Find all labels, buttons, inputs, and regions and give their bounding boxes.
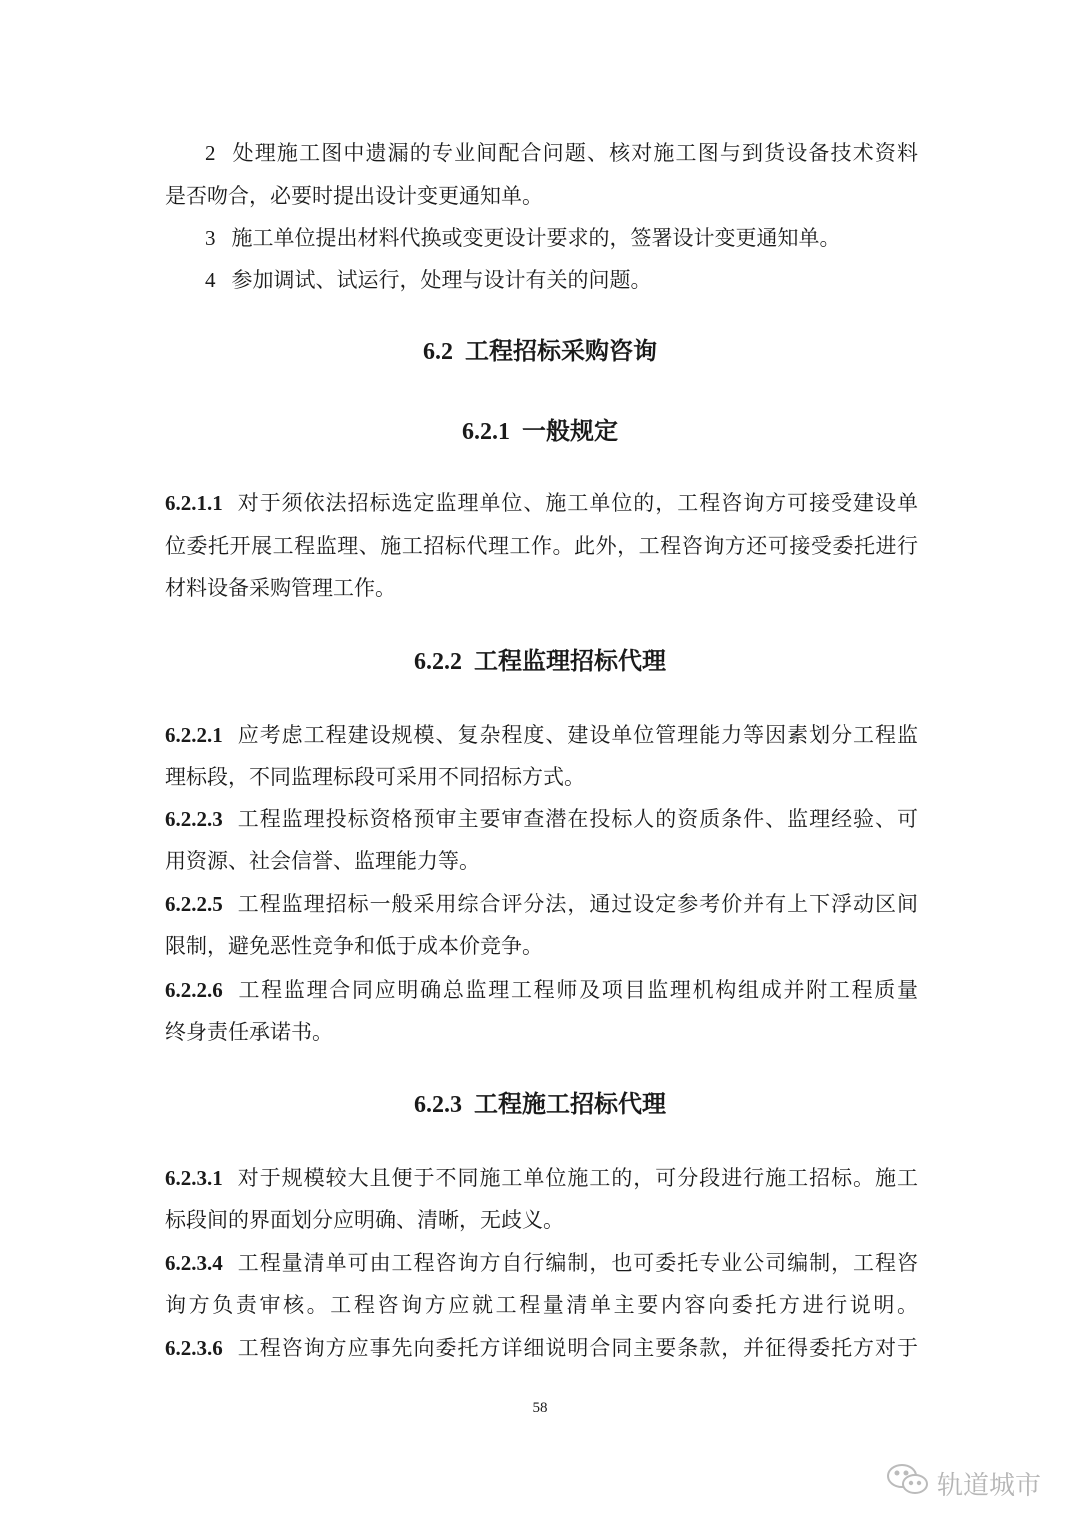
clause-6-2-1-1-line1 [165, 489, 918, 517]
page-number: 58 [532, 1400, 548, 1416]
heading-number: 6.2.1 [462, 419, 510, 445]
clause-text: 工程监理投标资格预审主要审查潜在投标人的资质条件、监理经验、可 [236, 807, 918, 831]
heading-6-2-2 [0, 647, 1080, 677]
clause-6-2-1-1-line2: 位委托开展工程监理、施工招标代理工作。此外，工程咨询方还可接受委托进行 [165, 534, 918, 558]
clause-6-2-2-5-line1 [165, 890, 918, 918]
clause-number: 6.2.2.5 [165, 892, 223, 916]
clause-6-2-2-5-line2: 限制，避免恶性竞争和低于成本价竞争。 [165, 934, 543, 958]
heading-title: 工程施工招标代理 [474, 1092, 666, 1118]
heading-number: 6.2.3 [414, 1092, 462, 1118]
clause-6-2-3-4-line2: 询方负责审核。工程咨询方应就工程量清单主要内容向委托方进行说明。 [165, 1293, 918, 1317]
clause-6-2-3-1-line1 [165, 1164, 918, 1192]
clause-text: 应考虑工程建设规模、复杂程度、建设单位管理能力等因素划分工程监 [236, 723, 918, 747]
clause-6-2-2-3-line2: 用资源、社会信誉、监理能力等。 [165, 849, 480, 873]
heading-number: 6.2.2 [414, 649, 462, 675]
heading-6-2-3 [0, 1090, 1080, 1120]
clause-text: 工程监理招标一般采用综合评分法，通过设定参考价并有上下浮动区间 [236, 892, 918, 916]
watermark [885, 1462, 1041, 1505]
clause-6-2-3-4-line1 [165, 1249, 918, 1277]
clause-text: 工程咨询方应事先向委托方详细说明合同主要条款，并征得委托方对于 [236, 1336, 918, 1360]
clause-number: 6.2.2.1 [165, 723, 223, 747]
list-item-2-line2: 是否吻合，必要时提出设计变更通知单。 [165, 184, 543, 208]
item-text: 施工单位提出材料代换或变更设计要求的，签署设计变更通知单。 [231, 226, 841, 250]
clause-text: 工程监理合同应明确总监理工程师及项目监理机构组成并附工程质量 [236, 978, 918, 1002]
clause-6-2-3-6-line1 [165, 1334, 918, 1362]
list-item-3 [205, 224, 918, 252]
wechat-icon [885, 1462, 931, 1505]
clause-text: 对于规模较大且便于不同施工单位施工的，可分段进行施工招标。施工 [236, 1166, 918, 1190]
clause-6-2-3-1-line2: 标段间的界面划分应明确、清晰，无歧义。 [165, 1208, 564, 1232]
clause-6-2-1-1-line3: 材料设备采购管理工作。 [165, 576, 396, 600]
item-number: 3 [205, 226, 216, 250]
clause-number: 6.2.3.6 [165, 1336, 223, 1360]
clause-number: 6.2.3.4 [165, 1251, 223, 1275]
heading-title: 工程监理招标代理 [474, 649, 666, 675]
list-item-2-line1 [205, 139, 918, 167]
clause-6-2-2-6-line1 [165, 976, 918, 1004]
clause-text: 对于须依法招标选定监理单位、施工单位的，工程咨询方可接受建设单 [236, 491, 918, 515]
clause-6-2-2-6-line2: 终身责任承诺书。 [165, 1020, 333, 1044]
list-item-4 [205, 266, 918, 294]
item-number: 4 [205, 268, 216, 292]
clause-text: 工程量清单可由工程咨询方自行编制，也可委托专业公司编制，工程咨 [236, 1251, 918, 1275]
clause-number: 6.2.2.6 [165, 978, 223, 1002]
item-text: 参加调试、试运行，处理与设计有关的问题。 [231, 268, 652, 292]
clause-6-2-2-3-line1 [165, 805, 918, 833]
heading-6-2 [0, 337, 1080, 367]
heading-title: 工程招标采购咨询 [465, 339, 657, 365]
clause-6-2-2-1-line1 [165, 721, 918, 749]
item-text: 处理施工图中遗漏的专业间配合问题、核对施工图与到货设备技术资料 [231, 141, 918, 165]
heading-6-2-1 [0, 417, 1080, 447]
watermark-text: 轨道城市 [937, 1471, 1042, 1501]
clause-number: 6.2.2.3 [165, 807, 223, 831]
clause-number: 6.2.3.1 [165, 1166, 223, 1190]
clause-6-2-2-1-line2: 理标段，不同监理标段可采用不同招标方式。 [165, 765, 585, 789]
clause-number: 6.2.1.1 [165, 491, 223, 515]
heading-number: 6.2 [423, 339, 453, 365]
item-number: 2 [205, 141, 216, 165]
heading-title: 一般规定 [522, 419, 618, 445]
